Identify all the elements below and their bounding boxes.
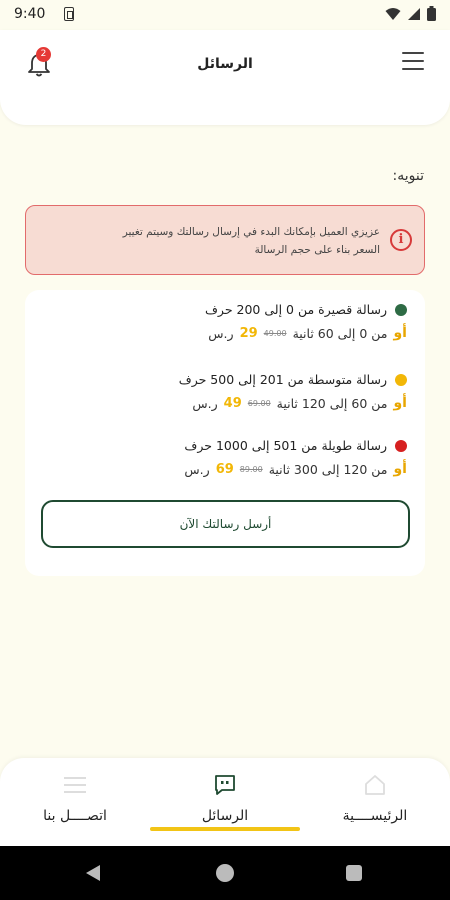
plan-price: 69 [215,461,234,477]
nav-contact[interactable] [0,772,150,824]
plan-currency: ر.س [208,325,234,341]
plan-title [47,438,407,453]
battery-icon [427,6,436,21]
notification-badge: 2 [36,47,51,62]
plan-long [47,438,407,477]
app-header [0,30,450,125]
alert-line-2: السعر بناء على حجم الرسالة [254,244,380,256]
page-title: الرسائل [197,56,253,72]
menu-icon[interactable] [402,52,424,72]
plan-or: أو [393,395,407,411]
plan-details [47,461,407,477]
plan-price: 49 [223,395,242,411]
nav-active-indicator [150,827,300,831]
list-icon [0,772,150,798]
pricing-card [25,290,425,576]
nav-home[interactable] [300,772,450,824]
plan-duration: من 0 إلى 60 ثانية [292,325,388,341]
alert-line-1: عزيزي العميل بإمكانك البدء في إرسال رسالتك وسيتم تغيير [122,226,380,238]
plan-short [47,302,407,341]
plan-old-price: 49.00 [263,328,287,338]
plan-old-price: 89.00 [239,464,263,474]
back-icon[interactable] [86,865,100,881]
plan-currency: ر.س [192,395,218,411]
nav-messages-label: الرسائل [201,808,249,824]
plan-title [47,302,407,317]
send-message-button[interactable]: أرسل رسالتك الآن [41,500,410,548]
red-dot-icon [395,440,407,452]
status-time: 9:40 [14,6,46,22]
signal-icon [407,7,421,21]
notice-label: تنويه: [392,168,424,184]
home-circle-icon[interactable] [216,864,234,882]
plan-details [47,395,407,411]
plan-old-price: 69.00 [247,398,271,408]
plan-or: أو [393,325,407,341]
plan-currency: ر.س [184,461,210,477]
status-icons [385,6,436,21]
plan-price: 29 [239,325,258,341]
info-icon: i [390,229,412,251]
plan-details [47,325,407,341]
plan-title-text: رسالة متوسطة من 201 إلى 500 حرف [178,372,387,387]
home-icon [300,772,450,798]
sim-icon [64,7,74,21]
system-nav-bar [0,846,450,900]
message-icon [150,772,300,798]
alert-box [25,205,425,275]
plan-title [47,372,407,387]
nav-home-label: الرئيســــية [342,808,408,824]
status-bar [0,0,450,30]
bottom-nav [0,758,450,846]
nav-contact-label: اتصــــل بنا [43,808,107,824]
alert-text [60,223,380,259]
recent-apps-icon[interactable] [346,865,362,881]
yellow-dot-icon [395,374,407,386]
wifi-icon [385,7,401,21]
plan-medium [47,372,407,411]
nav-messages[interactable] [150,772,300,824]
plan-duration: من 120 إلى 300 ثانية [268,461,388,477]
plan-or: أو [393,461,407,477]
plan-title-text: رسالة طويلة من 501 إلى 1000 حرف [184,438,387,453]
green-dot-icon [395,304,407,316]
plan-title-text: رسالة قصيرة من 0 إلى 200 حرف [204,302,387,317]
plan-duration: من 60 إلى 120 ثانية [276,395,388,411]
